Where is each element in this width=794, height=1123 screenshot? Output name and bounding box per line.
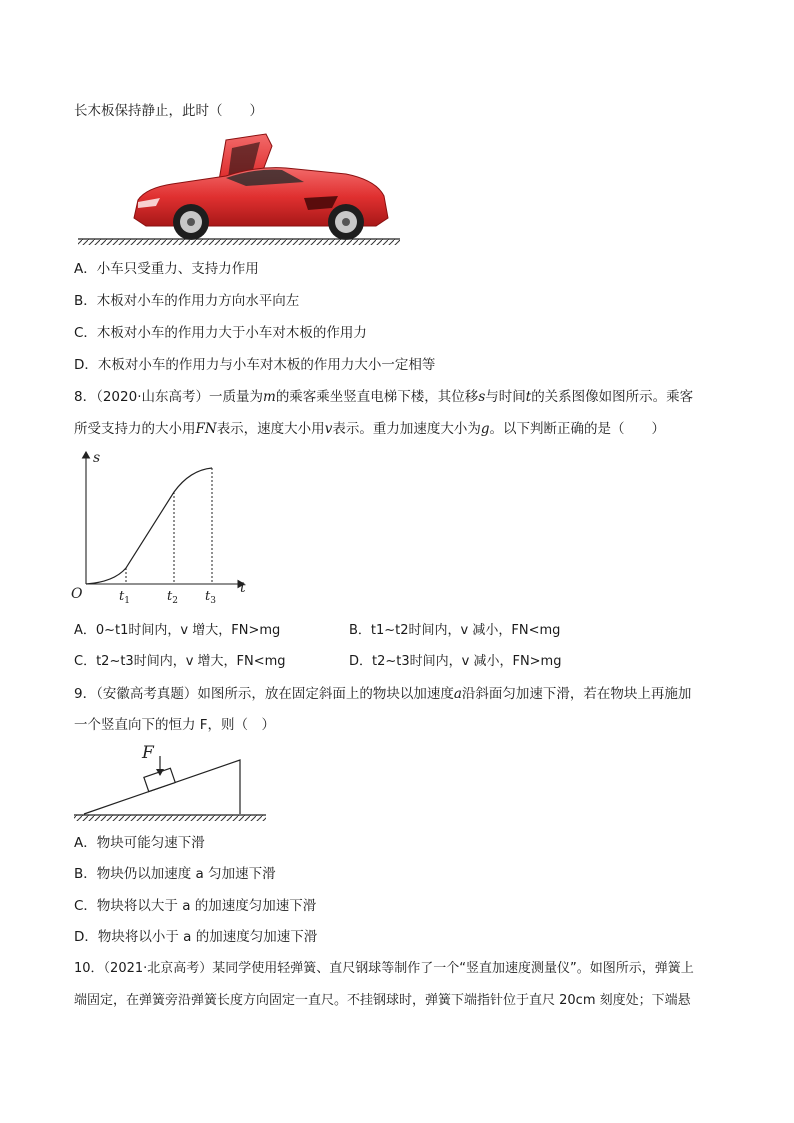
q7-option-b: B．木板对小车的作用力方向水平向左 [74, 293, 300, 309]
t3-label: $t_3$ [205, 589, 216, 606]
incline-figure [70, 738, 270, 828]
t2-label: $t_2$ [167, 589, 178, 606]
q7-stem-tail: 长木板保持静止，此时（ ） [74, 103, 263, 119]
q8-stem-line2: 所受支持力的大小用FN表示，速度大小用v表示。重力加速度大小为g。以下判断正确的是（ ） [74, 421, 665, 437]
q9-option-d: D．物块将以小于 a 的加速度匀加速下滑 [74, 929, 318, 945]
q9-stem-line2: 一个竖直向下的恒力 F，则（ ） [74, 717, 276, 733]
y-axis-label: s [93, 450, 101, 466]
s-t-curve [86, 468, 212, 584]
q9-option-c: C．物块将以大于 a 的加速度匀加速下滑 [74, 898, 317, 914]
car-figure [76, 126, 406, 246]
q8-option-c: C．t2~t3时间内，v 增大，FN<mg [74, 654, 286, 669]
s-t-graph [66, 448, 266, 608]
q10-stem-line2: 端固定，在弹簧旁沿弹簧长度方向固定一直尺。不挂钢球时，弹簧下端指针位于直尺 20cm 刻度处；下端悬 [74, 993, 691, 1008]
origin-label: O [71, 586, 83, 602]
q8-option-b: B．t1~t2时间内，v 减小，FN<mg [349, 623, 561, 638]
q7-option-a: A．小车只受重力、支持力作用 [74, 261, 259, 277]
q8-stem-line1: 8．（2020·山东高考）一质量为m的乘客乘坐竖直电梯下楼，其位移s与时间t的关系图像如图所示。乘客 [74, 389, 694, 405]
q9-option-a: A．物块可能匀速下滑 [74, 835, 205, 851]
q10-stem-line1: 10．（2021·北京高考）某同学使用轻弹簧、直尺钢球等制作了一个“竖直加速度测量仪”。如图所示，弹簧上 [74, 961, 694, 976]
q8-option-a: A．0~t1时间内，v 增大，FN>mg [74, 623, 281, 638]
q9-option-b: B．物块仍以加速度 a 匀加速下滑 [74, 866, 276, 882]
q7-option-c: C．木板对小车的作用力大于小车对木板的作用力 [74, 325, 367, 341]
rear-wheel [328, 204, 364, 240]
q8-option-d: D．t2~t3时间内，v 减小，FN>mg [349, 654, 562, 669]
x-axis-label: t [240, 580, 246, 596]
front-wheel [173, 204, 209, 240]
q9-stem-line1: 9．（安徽高考真题）如图所示，放在固定斜面上的物块以加速度a沿斜面匀加速下滑，若在物块上再施加 [74, 686, 692, 702]
ground-hatch [78, 239, 400, 245]
force-label: F [142, 743, 154, 763]
t1-label: $t_1$ [119, 589, 130, 606]
q7-option-d: D．木板对小车的作用力与小车对木板的作用力大小一定相等 [74, 357, 436, 373]
